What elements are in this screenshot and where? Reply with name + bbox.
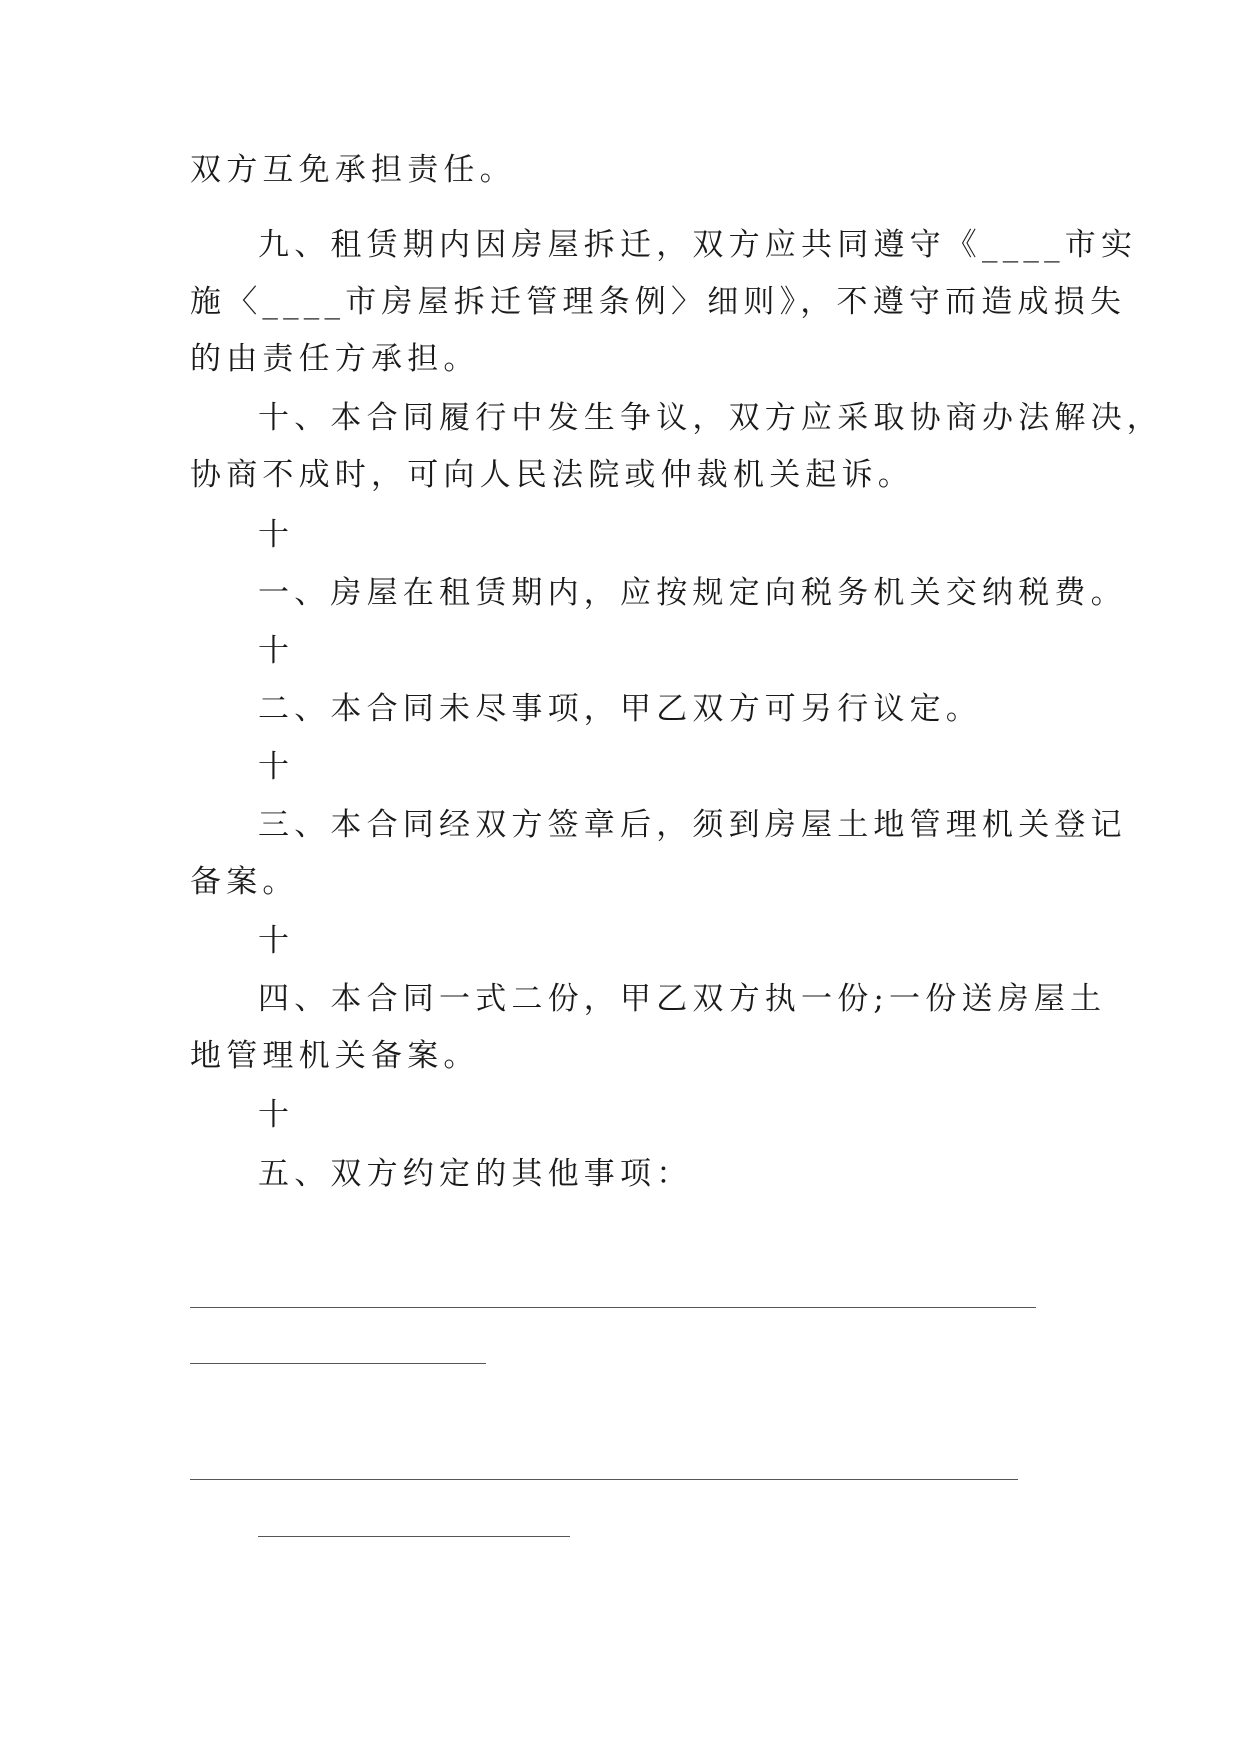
text-line-1: 双方互免承担责任。	[190, 152, 516, 188]
blank-fill-line	[258, 1536, 570, 1537]
clause-14-line-2: 地管理机关备案。	[190, 1038, 480, 1074]
blank-fill-line	[190, 1307, 1036, 1308]
clause-13-line-2: 备案。	[190, 864, 299, 900]
clause-number-prefix: 十	[258, 633, 295, 669]
clause-12-line-1: 二、本合同未尽事项，甲乙双方可另行议定。	[258, 691, 982, 727]
blank-fill-line	[190, 1479, 1018, 1480]
clause-14-line-1: 四、本合同一式二份，甲乙双方执一份;一份送房屋土	[258, 981, 1107, 1017]
clause-number-prefix: 十	[258, 517, 295, 553]
clause-9-line-3: 的由责任方承担。	[190, 341, 480, 377]
clause-10-line-1: 十、本合同履行中发生争议，双方应采取协商办法解决，	[258, 400, 1163, 436]
clause-13-line-1: 三、本合同经双方签章后，须到房屋土地管理机关登记	[258, 807, 1127, 843]
clause-10-line-2: 协商不成时，可向人民法院或仲裁机关起诉。	[190, 457, 914, 493]
blank-fill-line	[190, 1363, 486, 1364]
clause-number-prefix: 十	[258, 923, 295, 959]
clause-number-prefix: 十	[258, 749, 295, 785]
clause-15-line-1: 五、双方约定的其他事项：	[258, 1156, 693, 1192]
clause-9-line-1: 九、租赁期内因房屋拆迁，双方应共同遵守《____市实	[258, 227, 1138, 263]
clause-11-line-1: 一、房屋在租赁期内，应按规定向税务机关交纳税费。	[258, 575, 1127, 611]
clause-number-prefix: 十	[258, 1097, 295, 1133]
clause-9-line-2: 施〈____市房屋拆迁管理条例〉细则》，不遵守而造成损失	[190, 284, 1127, 320]
